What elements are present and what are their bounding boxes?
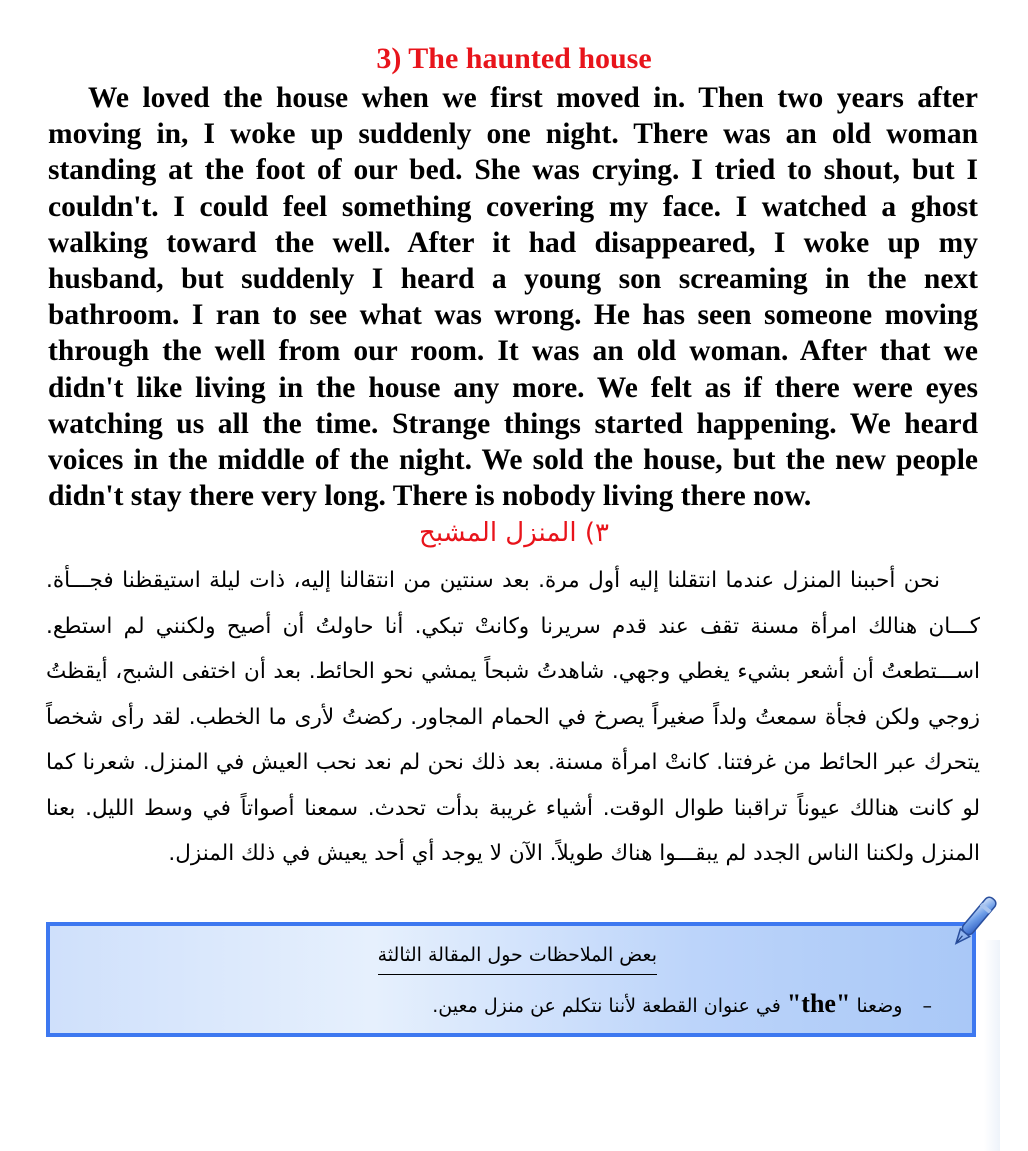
note-dash: –	[922, 995, 932, 1017]
notes-box	[46, 922, 976, 1037]
english-title: 3) The haunted house	[376, 42, 652, 75]
pen-icon	[942, 890, 1006, 954]
arabic-title: ٣) المنزل المشبح	[419, 518, 609, 548]
notes-heading: بعض الملاحظات حول المقالة الثالثة	[378, 938, 657, 975]
right-edge-strip	[984, 940, 1000, 1151]
arabic-paragraph: نحن أحببنا المنزل عندما انتقلنا إليه أول مرة. بعد سنتين من انتقالنا إليه، ذات ليلة استيقظنا فجـــأة. كـــان هنالك امرأة مسنة تقف عند قدم سريرنا وكانتْ تبكي. أنا حاولتُ أن أصيح ولكنني لم استطع. اســـتطعتُ أن أشعر بشيء يغطي وجهي. شاهدتُ شبحاً يمشي نحو الحائط. بعد أن اختفى الشبح، أيقظتُ زوجي ولكن فجأة سمعتُ ولداً صغيراً يصرخ في الحمام المجاور. ركضتُ لأرى ما الخطب. لقد رأى شخصاً يتحرك عبر الحائط من غرفتنا. كانتْ امرأة مسنة. بعد ذلك نحن لم نعد نحب العيش في المنزل. شعرنا كما لو كانت هنالك عيوناً تراقبنا طوال الوقت. أشياء غريبة بدأت تحدث. سمعنا أصواتاً في وسط الليل. بعنا المنزل ولكننا الناس الجدد لم يبقـــوا هناك طويلاً. الآن لا يوجد أي أحد يعيش في ذلك المنزل.	[46, 568, 980, 866]
note-suffix: في عنوان القطعة لأننا نتكلم عن منزل معين.	[432, 995, 781, 1017]
note-the-word: "the"	[786, 989, 851, 1018]
note-item	[432, 988, 932, 1022]
english-paragraph: We loved the house when we first moved in. Then two years after moving in, I woke up suddenly one night. There was an old woman standing at the foot of our bed. She was crying. I tried to shout, but I couldn't. I could feel something covering my face. I watched a ghost walking toward the well. After it had disappeared, I woke up my husband, but suddenly I heard a young son screaming in the next bathroom. I ran to see what was wrong. He has seen someone moving through the well from our room. It was an old woman. After that we didn't like living in the house any more. We felt as if there were eyes watching us all the time. Strange things started happening. We heard voices in the middle of the night. We sold the house, but the new people didn't stay there very long. There is nobody living there now.	[48, 82, 978, 513]
note-prefix: وضعنا	[856, 995, 903, 1017]
